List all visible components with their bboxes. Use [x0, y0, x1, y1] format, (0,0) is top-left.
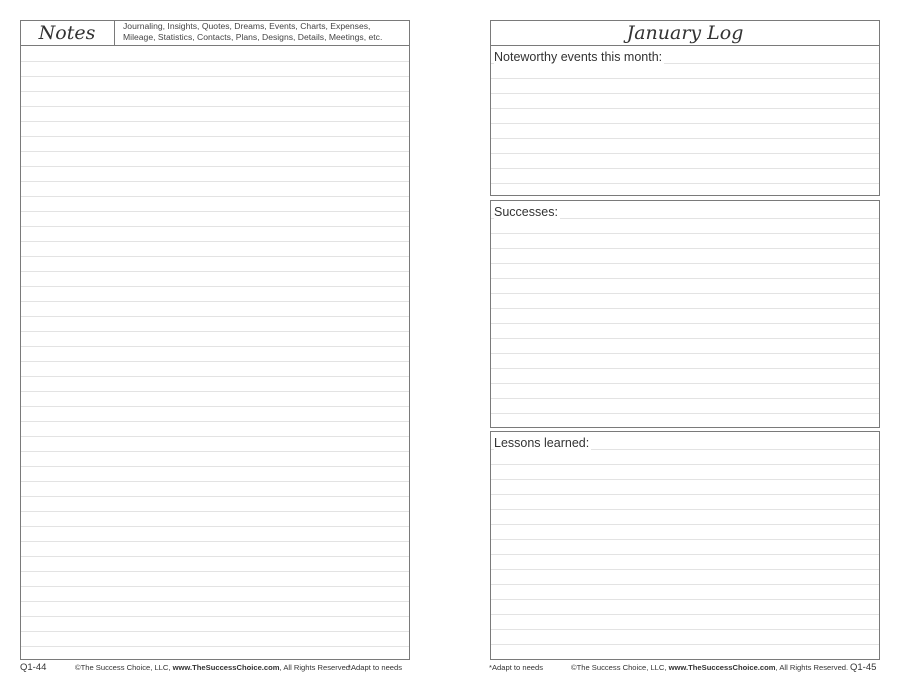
log-title: January Log [490, 20, 880, 46]
rule-line [21, 646, 409, 647]
rule-line [21, 196, 409, 197]
rule-line [21, 481, 409, 482]
rule-line [21, 166, 409, 167]
rule-line [491, 464, 879, 465]
left-copyright-site: www.TheSuccessChoice.com [172, 663, 280, 672]
rule-line [21, 151, 409, 152]
rule-line [491, 569, 879, 570]
rule-line [21, 466, 409, 467]
rule-line [491, 183, 879, 184]
rule-line [491, 494, 879, 495]
left-copyright-prefix: ©The Success Choice, LLC, [75, 663, 173, 672]
rule-line [21, 586, 409, 587]
rule-line [491, 138, 879, 139]
rule-line [21, 91, 409, 92]
rule-line [21, 406, 409, 407]
section-successes[interactable] [490, 200, 880, 428]
rule-line [21, 121, 409, 122]
rule-line [21, 601, 409, 602]
rule-line [21, 106, 409, 107]
rule-line [491, 539, 879, 540]
rule-line [491, 168, 879, 169]
right-adapt-note: *Adapt to needs [489, 663, 544, 672]
section-noteworthy[interactable] [490, 45, 880, 196]
rule-line [21, 391, 409, 392]
rule-line [491, 153, 879, 154]
rule-line [491, 263, 879, 264]
rule-line [21, 631, 409, 632]
right-copyright [571, 663, 848, 672]
rule-line [491, 554, 879, 555]
rule-line [491, 123, 879, 124]
rule-line [21, 421, 409, 422]
rule-line [21, 286, 409, 287]
rule-line [21, 436, 409, 437]
rule-line [491, 383, 879, 384]
rule-line [21, 211, 409, 212]
rule-line [21, 76, 409, 77]
rule-line [21, 271, 409, 272]
notes-title: Notes [20, 20, 115, 46]
rule-line [491, 308, 879, 309]
right-copyright-site: www.TheSuccessChoice.com [668, 663, 776, 672]
rule-line [491, 629, 879, 630]
lessons-label: Lessons learned: [494, 436, 590, 450]
successes-label: Successes: [494, 205, 558, 219]
right-copyright-suffix: , All Rights Reserved. [775, 663, 849, 672]
rule-line [491, 509, 879, 510]
rule-line [21, 226, 409, 227]
rule-line [21, 451, 409, 452]
right-page-number: Q1-45 [850, 662, 877, 673]
left-adapt-note: *Adapt to needs [348, 663, 403, 672]
rule-line [491, 599, 879, 600]
lessons-ruled-area [491, 432, 879, 659]
rule-line [21, 316, 409, 317]
rule-line [491, 278, 879, 279]
rule-line [21, 511, 409, 512]
notes-topics-line-2: Mileage, Statistics, Contacts, Plans, Designs, Details, Meetings, etc. [123, 32, 383, 42]
noteworthy-ruled-area [491, 46, 879, 195]
rule-line [491, 398, 879, 399]
section-lessons[interactable] [490, 431, 880, 660]
rule-line [491, 353, 879, 354]
left-copyright [75, 663, 352, 672]
rule-line [21, 256, 409, 257]
rule-line [491, 323, 879, 324]
rule-line [21, 61, 409, 62]
rule-line [491, 479, 879, 480]
left-copyright-suffix: , All Rights Reserved. [279, 663, 353, 672]
rule-line [491, 293, 879, 294]
rule-line [21, 616, 409, 617]
rule-line [21, 301, 409, 302]
rule-line [491, 78, 879, 79]
rule-line [21, 136, 409, 137]
notes-topics [123, 21, 407, 45]
notes-topics-line-1: Journaling, Insights, Quotes, Dreams, Events, Charts, Expenses, [123, 21, 371, 31]
rule-line [21, 331, 409, 332]
notes-ruled-area[interactable] [21, 46, 409, 659]
rule-line [491, 584, 879, 585]
right-copyright-prefix: ©The Success Choice, LLC, [571, 663, 669, 672]
rule-line [21, 361, 409, 362]
left-page-number: Q1-44 [20, 662, 47, 673]
rule-line [491, 368, 879, 369]
rule-line [491, 248, 879, 249]
successes-ruled-area [491, 201, 879, 427]
rule-line [491, 233, 879, 234]
rule-line [491, 644, 879, 645]
rule-line [21, 571, 409, 572]
rule-line [21, 181, 409, 182]
rule-line [21, 541, 409, 542]
rule-line [21, 526, 409, 527]
rule-line [491, 108, 879, 109]
rule-line [491, 338, 879, 339]
rule-line [21, 556, 409, 557]
rule-line [491, 614, 879, 615]
rule-line [21, 496, 409, 497]
rule-line [21, 346, 409, 347]
rule-line [491, 413, 879, 414]
rule-line [21, 241, 409, 242]
rule-line [21, 376, 409, 377]
rule-line [491, 524, 879, 525]
noteworthy-label: Noteworthy events this month: [494, 50, 663, 64]
rule-line [491, 93, 879, 94]
